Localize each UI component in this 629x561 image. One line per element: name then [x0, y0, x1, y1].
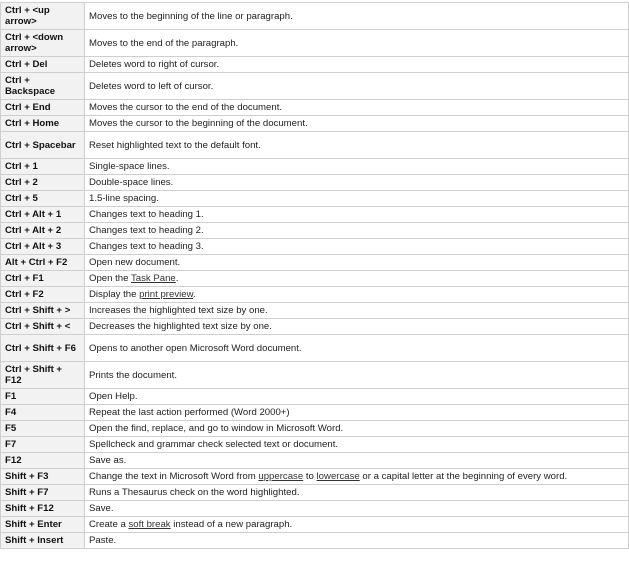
- table-row: [1, 239, 629, 255]
- shortcut-description: [85, 421, 629, 437]
- shortcut-description: [85, 175, 629, 191]
- table-row: [1, 437, 629, 453]
- table-row: [1, 223, 629, 239]
- table-row: [1, 30, 629, 57]
- shortcut-key: F1: [1, 389, 85, 405]
- table-row: [1, 57, 629, 73]
- description-text: Moves to the beginning of the line or paragraph.: [89, 10, 293, 22]
- description-text: Moves the cursor to the beginning of the document.: [89, 118, 308, 129]
- description-text: Paste.: [89, 535, 117, 546]
- description-text: Deletes word to right of cursor.: [89, 59, 220, 70]
- table-row: [1, 405, 629, 421]
- table-row: [1, 100, 629, 116]
- shortcut-key: Ctrl + Backspace: [1, 73, 85, 100]
- shortcut-key: Ctrl + Spacebar: [1, 132, 85, 159]
- shortcut-key: Shift + Insert: [1, 533, 85, 549]
- shortcut-description: [85, 437, 629, 453]
- shortcut-description: [85, 30, 629, 57]
- table-row: [1, 303, 629, 319]
- shortcut-description: [85, 57, 629, 73]
- shortcut-description: [85, 533, 629, 549]
- description-text: Create a: [89, 519, 129, 530]
- shortcut-description: [85, 453, 629, 469]
- shortcut-key: F7: [1, 437, 85, 453]
- shortcut-description: [85, 469, 629, 485]
- shortcut-description: [85, 132, 629, 159]
- shortcut-description: [85, 239, 629, 255]
- description-text: Deletes word to left of cursor.: [89, 80, 214, 92]
- description-text: to: [303, 471, 317, 482]
- shortcut-key: Ctrl + 2: [1, 175, 85, 191]
- table-row: [1, 116, 629, 132]
- description-text: Moves the cursor to the end of the document.: [89, 102, 283, 113]
- description-text: Spellcheck and grammar check selected text or document.: [89, 439, 339, 450]
- shortcut-key: F12: [1, 453, 85, 469]
- description-text: Open the: [89, 273, 131, 284]
- description-text: instead of a new paragraph.: [170, 519, 293, 530]
- shortcut-description: [85, 501, 629, 517]
- description-text: Open new document.: [89, 257, 181, 268]
- table-row: [1, 533, 629, 549]
- shortcut-key: Ctrl + F2: [1, 287, 85, 303]
- description-text: Reset highlighted text to the default font.: [89, 139, 261, 151]
- description-text: Prints the document.: [89, 369, 177, 381]
- table-row: [1, 175, 629, 191]
- shortcut-description: [85, 389, 629, 405]
- shortcut-description: [85, 319, 629, 335]
- description-link[interactable]: soft break: [128, 519, 171, 530]
- table-row: [1, 207, 629, 223]
- shortcut-key: Ctrl + Alt + 3: [1, 239, 85, 255]
- table-row: [1, 191, 629, 207]
- description-text: Open the find, replace, and go to window in Microsoft Word.: [89, 423, 344, 434]
- table-row: [1, 362, 629, 389]
- description-text: Save as.: [89, 455, 127, 466]
- shortcut-description: [85, 271, 629, 287]
- table-row: [1, 453, 629, 469]
- shortcut-key: Ctrl + Home: [1, 116, 85, 132]
- table-row: [1, 132, 629, 159]
- table-row: [1, 501, 629, 517]
- shortcut-description: [85, 362, 629, 389]
- table-row: [1, 517, 629, 533]
- description-text: Opens to another open Microsoft Word document.: [89, 342, 302, 354]
- table-row: [1, 271, 629, 287]
- shortcut-description: [85, 303, 629, 319]
- description-text: Save.: [89, 503, 114, 514]
- table-row: [1, 485, 629, 501]
- shortcut-key: Ctrl + <up arrow>: [1, 3, 85, 30]
- shortcut-key: Ctrl + Shift + >: [1, 303, 85, 319]
- keyboard-shortcuts-table: [0, 2, 629, 549]
- description-text: Display the: [89, 289, 140, 300]
- table-row: [1, 255, 629, 271]
- shortcut-key: Shift + Enter: [1, 517, 85, 533]
- shortcut-key: Ctrl + Shift + F12: [1, 362, 85, 389]
- table-row: [1, 421, 629, 437]
- table-row: [1, 335, 629, 362]
- shortcut-key: Ctrl + F1: [1, 271, 85, 287]
- shortcut-key: Alt + Ctrl + F2: [1, 255, 85, 271]
- shortcut-key: Ctrl + Shift + <: [1, 319, 85, 335]
- shortcut-key: Ctrl + 5: [1, 191, 85, 207]
- shortcut-key: Ctrl + Alt + 2: [1, 223, 85, 239]
- description-link[interactable]: Task Pane: [130, 273, 176, 284]
- description-text: .: [192, 289, 196, 300]
- shortcut-description: [85, 191, 629, 207]
- shortcut-description: [85, 116, 629, 132]
- description-text: Repeat the last action performed (Word 2000+): [89, 407, 290, 418]
- shortcut-key: Ctrl + Alt + 1: [1, 207, 85, 223]
- description-text: Runs a Thesaurus check on the word highlighted.: [89, 487, 300, 498]
- shortcut-key: Shift + F3: [1, 469, 85, 485]
- description-text: Moves to the end of the paragraph.: [89, 37, 239, 49]
- description-link[interactable]: print preview: [139, 289, 193, 300]
- shortcut-description: [85, 3, 629, 30]
- table-row: [1, 159, 629, 175]
- table-row: [1, 73, 629, 100]
- description-text: Change the text in Microsoft Word from: [89, 471, 259, 482]
- description-text: Double-space lines.: [89, 177, 174, 188]
- table-row: [1, 469, 629, 485]
- shortcut-key: Ctrl + Shift + F6: [1, 335, 85, 362]
- description-text: Changes text to heading 1.: [89, 209, 204, 220]
- shortcut-description: [85, 100, 629, 116]
- shortcut-description: [85, 73, 629, 100]
- description-text: .: [175, 273, 179, 284]
- shortcuts-table-body: [1, 3, 629, 549]
- shortcut-description: [85, 255, 629, 271]
- description-link[interactable]: lowercase: [316, 471, 360, 482]
- description-link[interactable]: uppercase: [258, 471, 304, 482]
- shortcut-description: [85, 517, 629, 533]
- description-text: 1.5-line spacing.: [89, 193, 159, 204]
- table-row: [1, 3, 629, 30]
- shortcut-description: [85, 405, 629, 421]
- table-row: [1, 287, 629, 303]
- shortcut-description: [85, 223, 629, 239]
- shortcut-key: Shift + F12: [1, 501, 85, 517]
- table-row: [1, 389, 629, 405]
- description-text: Increases the highlighted text size by one.: [89, 305, 268, 316]
- shortcut-description: [85, 335, 629, 362]
- description-text: Decreases the highlighted text size by one.: [89, 321, 272, 332]
- description-text: Single-space lines.: [89, 161, 170, 172]
- table-row: [1, 319, 629, 335]
- description-text: Open Help.: [89, 391, 138, 402]
- description-text: Changes text to heading 3.: [89, 241, 204, 252]
- shortcut-description: [85, 207, 629, 223]
- shortcut-key: Ctrl + Del: [1, 57, 85, 73]
- shortcut-description: [85, 159, 629, 175]
- shortcut-key: F5: [1, 421, 85, 437]
- description-text: Changes text to heading 2.: [89, 225, 204, 236]
- shortcut-key: Ctrl + 1: [1, 159, 85, 175]
- shortcut-description: [85, 485, 629, 501]
- shortcut-key: Ctrl + <down arrow>: [1, 30, 85, 57]
- shortcut-key: F4: [1, 405, 85, 421]
- shortcut-key: Ctrl + End: [1, 100, 85, 116]
- description-text: or a capital letter at the beginning of every word.: [359, 471, 568, 482]
- shortcut-key: Shift + F7: [1, 485, 85, 501]
- shortcut-description: [85, 287, 629, 303]
